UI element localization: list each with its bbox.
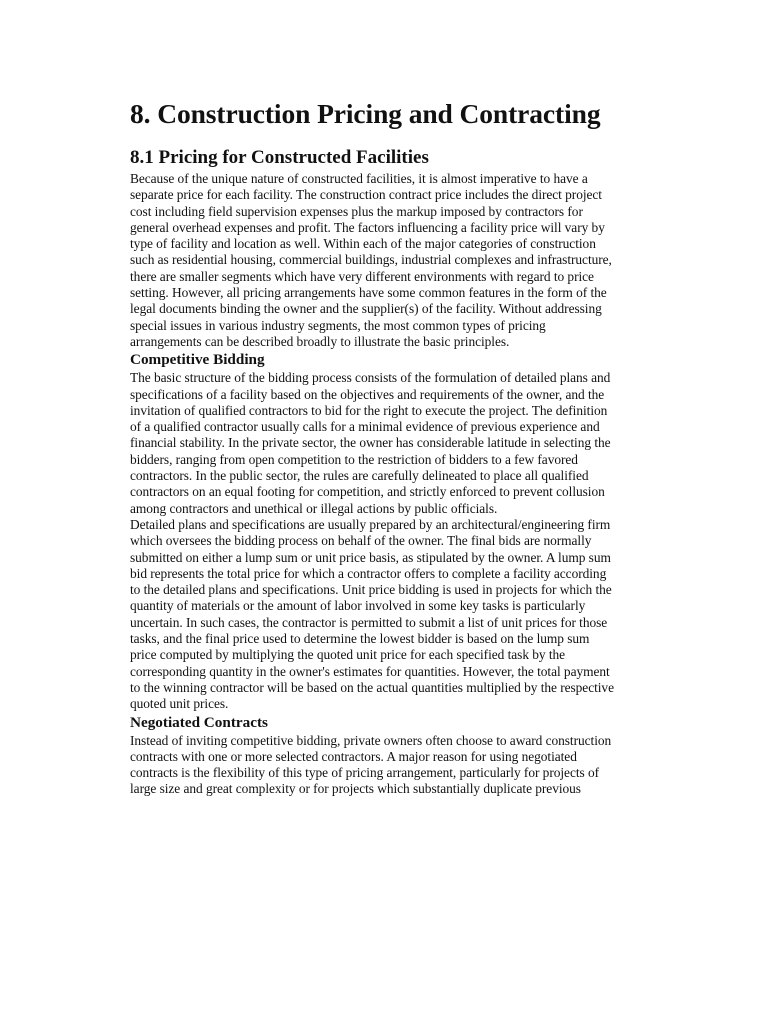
text-line: quoted unit prices. (130, 696, 229, 712)
intro-paragraph (130, 171, 650, 350)
text-line: contracts with one or more selected contractors. A major reason for using negotiated (130, 748, 577, 764)
text-line: bidders, ranging from open competition to the restriction of bidders to a few favored (130, 451, 578, 467)
text-line: separate price for each facility. The construction contract price includes the direct project (130, 187, 602, 203)
bidding-paragraph-1 (130, 370, 650, 517)
text-line: of a qualified contractor usually calls for a minimal evidence of previous experience and (130, 419, 600, 435)
text-line: such as residential housing, commercial buildings, industrial complexes and infrastructure, (130, 252, 612, 268)
section-title: 8.1 Pricing for Constructed Facilities (130, 147, 429, 168)
text-line: submitted on either a lump sum or unit price basis, as stipulated by the owner. A lump sum (130, 549, 611, 565)
text-line: bid represents the total price for which a contractor offers to complete a facility according (130, 565, 607, 581)
document-title: 8. Construction Pricing and Contracting (130, 98, 601, 129)
text-line: contracts is the flexibility of this type of pricing arrangement, particularly for projects of (130, 765, 600, 781)
competitive-bidding-heading: Competitive Bidding (130, 351, 265, 369)
text-line: special issues in various industry segments, the most common types of pricing (130, 317, 546, 333)
text-line: general overhead expenses and profit. The factors influencing a facility price will vary by (130, 219, 605, 235)
text-line: to the winning contractor will be based on the actual quantities multiplied by the respective (130, 679, 614, 695)
text-line: large size and great complexity or for projects which substantially duplicate previous (130, 781, 581, 797)
text-line: invitation of qualified contractors to bid for the right to execute the project. The definition (130, 402, 608, 418)
document-page (130, 96, 650, 798)
text-line: Because of the unique nature of constructed facilities, it is almost imperative to have a (130, 171, 588, 186)
text-line: type of facility and location as well. Within each of the major categories of construction (130, 236, 596, 252)
bidding-paragraph-2 (130, 517, 650, 713)
text-line: cost including field supervision expenses plus the markup imposed by contractors for (130, 203, 583, 219)
text-line: specifications of a facility based on the objectives and requirements of the owner, and the (130, 386, 605, 402)
text-line: Detailed plans and specifications are usually prepared by an architectural/engineering firm (130, 516, 611, 532)
negotiated-contracts-heading: Negotiated Contracts (130, 713, 268, 731)
text-line: among contractors and unethical or illegal actions by public officials. (130, 500, 498, 516)
text-line: to the detailed plans and specifications. Unit price bidding is used in projects for which the (130, 582, 612, 598)
text-line: contractors. In the public sector, the rules are carefully delineated to place all qualified (130, 468, 589, 484)
text-line: which oversees the bidding process on behalf of the owner. The final bids are normally (130, 533, 592, 549)
text-line: uncertain. In such cases, the contractor is permitted to submit a list of unit prices for those (130, 614, 608, 630)
text-line: price computed by multiplying the quoted unit price for each specified task by the (130, 647, 566, 663)
text-line: setting. However, all pricing arrangements have some common features in the form of the (130, 285, 607, 301)
text-line: legal documents binding the owner and the supplier(s) of the facility. Without addressing (130, 301, 602, 317)
text-line: quantity of materials or the amount of labor involved in some key tasks is particularly (130, 598, 586, 614)
text-line: tasks, and the final price used to determine the lowest bidder is based on the lump sum (130, 631, 590, 647)
text-line: contractors on an equal footing for competition, and strictly enforced to prevent collusion (130, 484, 605, 500)
negotiated-paragraph-1 (130, 733, 650, 798)
text-line: financial stability. In the private sector, the owner has considerable latitude in selecting the (130, 435, 611, 451)
text-line: arrangements can be described broadly to illustrate the basic principles. (130, 333, 510, 349)
text-line: there are smaller segments which have very different environments with regard to price (130, 268, 594, 284)
text-line: corresponding quantity in the owner's estimates for quantities. However, the total payment (130, 663, 610, 679)
text-line: Instead of inviting competitive bidding, private owners often choose to award construction (130, 732, 612, 748)
text-line: The basic structure of the bidding process consists of the formulation of detailed plans and (130, 370, 611, 386)
